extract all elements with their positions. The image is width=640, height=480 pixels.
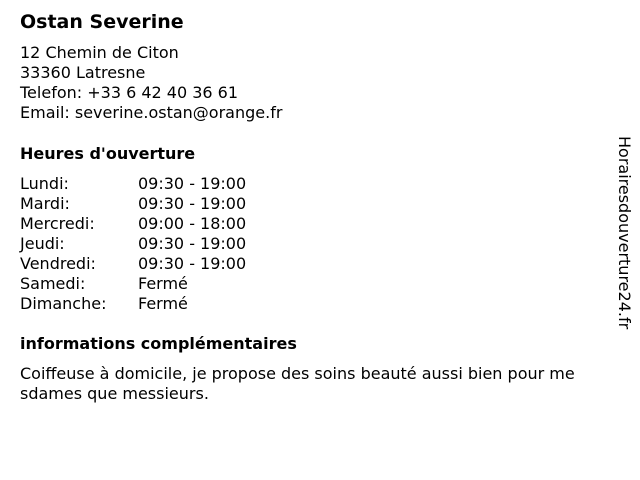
day-hours: 09:30 - 19:00 [138,234,247,253]
opening-hours-heading: Heures d'ouverture [20,144,196,163]
day-hours: Fermé [138,294,188,313]
site-watermark: Horairesdouverture24.fr [615,136,634,330]
day-hours: 09:30 - 19:00 [138,174,247,193]
day-label: Samedi: [20,274,86,293]
day-label: Dimanche: [20,294,107,313]
day-hours: Fermé [138,274,188,293]
day-label: Mardi: [20,194,70,213]
day-hours: 09:00 - 18:00 [138,214,247,233]
address-city: 33360 Latresne [20,63,146,82]
day-label: Mercredi: [20,214,95,233]
contact-block [20,43,282,123]
day-hours: 09:30 - 19:00 [138,254,247,273]
day-hours: 09:30 - 19:00 [138,194,247,213]
day-label: Jeudi: [20,234,65,253]
address-street: 12 Chemin de Citon [20,43,179,62]
day-label: Lundi: [20,174,69,193]
email-address: Email: severine.ostan@orange.fr [20,103,283,122]
additional-info-heading: informations complémentaires [20,334,297,353]
business-name: Ostan Severine [20,11,184,33]
day-label: Vendredi: [20,254,96,273]
additional-info-text: Coiffeuse à domicile, je propose des soins beauté aussi bien pour me sdames que messieurs. [20,364,575,403]
phone-number: Telefon: +33 6 42 40 36 61 [20,83,239,102]
